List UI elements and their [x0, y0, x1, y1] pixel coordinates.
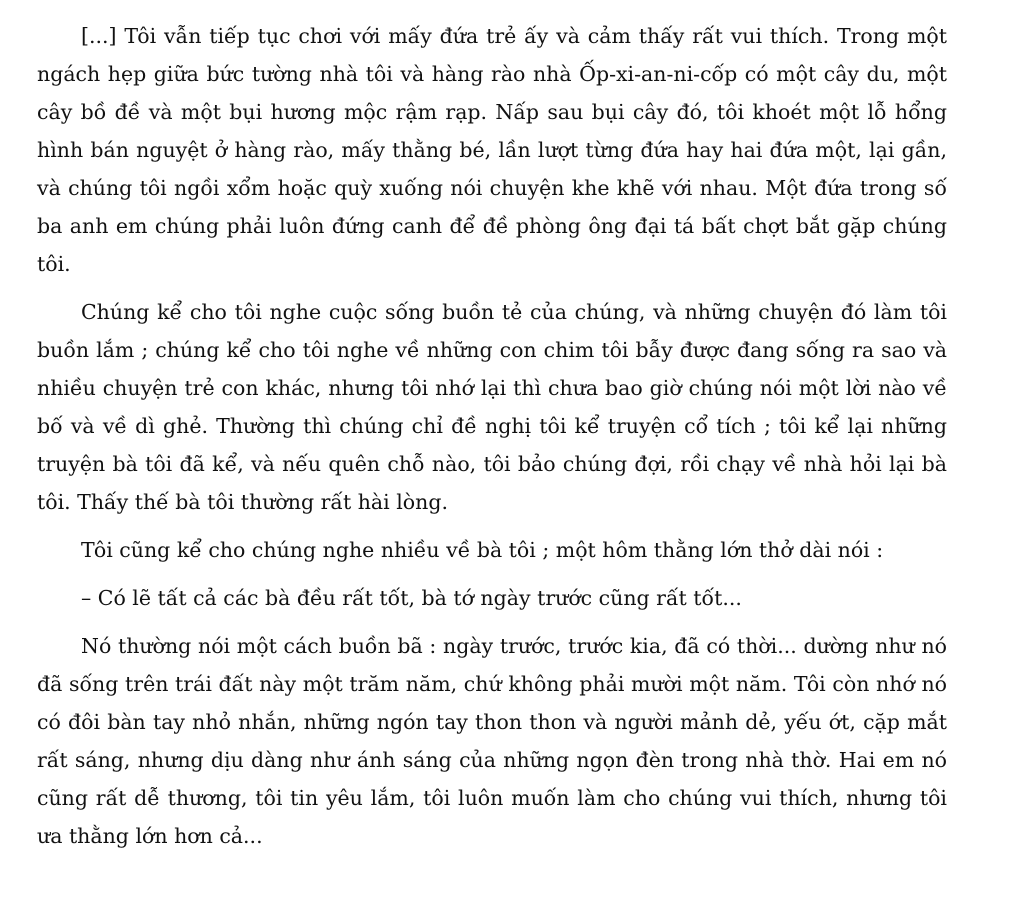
paragraph-4: – Có lẽ tất cả các bà đều rất tốt, bà tớ ngày trước cũng rất tốt... [81, 586, 742, 610]
paragraph-2: Chúng kể cho tôi nghe cuộc sống buồn tẻ của chúng, và những chuyện đó làm tôi buồn lắm ; chúng kể cho tôi nghe về những con chim tôi bẫy được đang sống ra sao và nhiều chuyện trẻ con khác, nhưng tôi nhớ lại thì chưa bao giờ chúng nói một lời nào về bố và về dì ghẻ. Thường thì chúng chỉ đề nghị tôi kể truyện cổ tích ; tôi kể lại những truyện bà tôi đã kể, và nếu quên chỗ nào, tôi bảo chúng đợi, rồi chạy về nhà hỏi lại bà tôi. Thấy thế bà tôi thường rất hài lòng. [37, 300, 947, 514]
paragraph-3: Tôi cũng kể cho chúng nghe nhiều về bà tôi ; một hôm thằng lớn thở dài nói : [81, 538, 884, 562]
paragraph-1: [...] Tôi vẫn tiếp tục chơi với mấy đứa trẻ ấy và cảm thấy rất vui thích. Trong một ngách hẹp giữa bức tường nhà tôi và hàng rào nhà Ốp-xi-an-ni-cốp có một cây du, một cây bồ đề và một bụi hương mộc rậm rạp. Nấp sau bụi cây đó, tôi khoét một lỗ hổng hình bán nguyệt ở hàng rào, mấy thằng bé, lần lượt từng đứa hay hai đứa một, lại gần, và chúng tôi ngồi xổm hoặc quỳ xuống nói chuyện khe khẽ với nhau. Một đứa trong số ba anh em chúng phải luôn đứng canh để đề phòng ông đại tá bất chợt bắt gặp chúng tôi. [37, 24, 947, 276]
document-page [37, 17, 947, 855]
paragraph-5: Nó thường nói một cách buồn bã : ngày trước, trước kia, đã có thời... dường như nó đã sống trên trái đất này một trăm năm, chứ không phải mười một năm. Tôi còn nhớ nó có đôi bàn tay nhỏ nhắn, những ngón tay thon thon và người mảnh dẻ, yếu ớt, cặp mắt rất sáng, nhưng dịu dàng như ánh sáng của những ngọn đèn trong nhà thờ. Hai em nó cũng rất dễ thương, tôi tin yêu lắm, tôi luôn muốn làm cho chúng vui thích, nhưng tôi ưa thằng lớn hơn cả... [37, 634, 947, 848]
